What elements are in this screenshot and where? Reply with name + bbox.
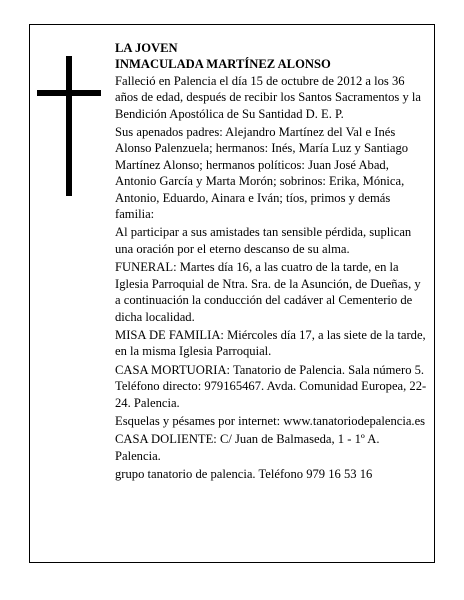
heading-line-1: LA JOVEN xyxy=(115,41,178,55)
funeral-group-contact: grupo tanatorio de palencia. Teléfono 979 16 53 16 xyxy=(115,467,373,482)
cross-vertical-bar xyxy=(66,56,72,196)
online-condolences-paragraph: Esquelas y pésames por internet: www.tanatoriodepalencia.es xyxy=(115,413,426,428)
death-notice-paragraph: Falleció en Palencia el día 15 de octubre de 2012 a los 36 años de edad, después de recibir los Santos Sacramentos y la Bendición Apostólica de Su Santidad D. E. P. xyxy=(115,73,422,121)
cross-icon xyxy=(37,56,101,196)
family-paragraph: Sus apenados padres: Alejandro Martínez del Val e Inés Alonso Palenzuela; hermanos: Inés, María Luz y Santiago Martínez Alonso; hermanos políticos: Juan José Abad, Antonio García y Marta Morón; sobrinos: Erika, Mónica, Antonio, Eduardo, Ainara e Iván; tíos, primos y demás familia: xyxy=(115,125,409,222)
prayer-request-paragraph: Al participar a sus amistades tan sensible pérdida, suplican una oración por el eterno descanso de su alma. xyxy=(115,225,412,256)
family-mass-paragraph: MISA DE FAMILIA: Miércoles día 17, a las siete de la tarde, en la misma Iglesia Parroquial. xyxy=(115,327,426,359)
cross-horizontal-bar xyxy=(37,90,101,96)
family-home-paragraph: CASA DOLIENTE: C/ Juan de Balmaseda, 1 - 1º A. Palencia. xyxy=(115,432,380,463)
funeral-home-paragraph: CASA MORTUORIA: Tanatorio de Palencia. Sala número 5. Teléfono directo: 979165467. Avda. Comunidad Europea, 22-24. Palencia. xyxy=(115,362,427,410)
deceased-name: INMACULADA MARTÍNEZ ALONSO xyxy=(115,57,331,72)
funeral-paragraph: FUNERAL: Martes día 16, a las cuatro de la tarde, en la Iglesia Parroquial de Ntra. Sra. de la Asunción, de Dueñas, y a continuación la conducción del cadáver al Cementerio de dicha localidad. xyxy=(115,260,421,324)
obituary-text xyxy=(115,40,427,485)
